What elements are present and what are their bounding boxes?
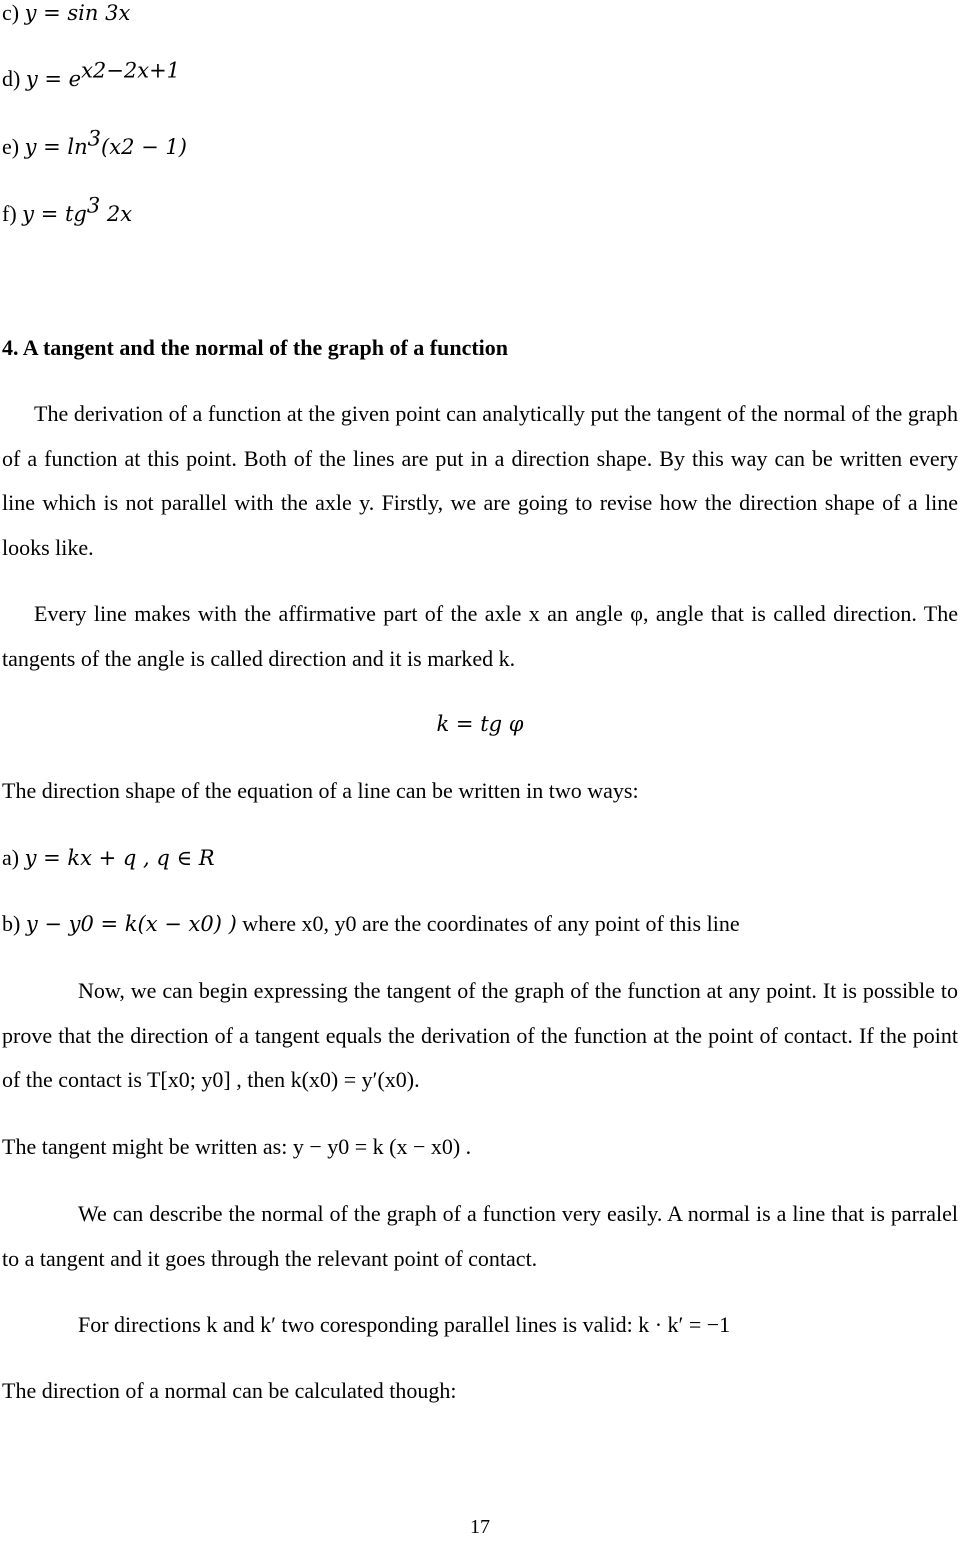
item-label: d): [2, 66, 21, 91]
way-label: b): [2, 911, 21, 936]
item-label: e): [2, 134, 20, 159]
tangent-equation-line: The tangent might be written as: y − y0 = k (x − x0) .: [2, 1134, 472, 1159]
item-formula: y = ln: [24, 135, 88, 159]
paragraph-intro: The derivation of a function at the given point can analytically put the tangent of the normal of the graph of a function at this point. Both of the lines are put in a direction shape. By this way can be written every line which is not parallel with the axle y. Firstly, we are going to revise how the direction shape of a line looks like.: [2, 401, 958, 560]
item-label: f): [2, 201, 17, 226]
paragraph-tangent: Now, we can begin expressing the tangent of the graph of the function at any point. It is possible to prove that the direction of a tangent equals the derivation of the function at the point of contact. If the point of the contact is T[x0; y0] , then k(x0) = y′(x0).: [2, 978, 958, 1092]
way-formula: y = kx + q , q ∈ R: [24, 846, 215, 870]
item-exponent: 3: [87, 126, 102, 151]
item-exponent: x2−2x+1: [81, 58, 181, 83]
way-a: [2, 845, 215, 871]
item-formula: y = e: [25, 67, 82, 91]
exercise-item-f: [2, 193, 133, 227]
paragraph-direction: Every line makes with the affirmative part of the axle x an angle φ, angle that is called direction. The tangents of the angle is called direction and it is marked k.: [2, 601, 958, 671]
item-label: c): [2, 0, 20, 25]
exercise-item-c: [2, 0, 130, 26]
way-b: [2, 911, 740, 937]
formula-k-tg-phi: k = tg φ: [436, 712, 524, 736]
item-formula: y = tg: [22, 202, 87, 226]
paragraph-normal: We can describe the normal of the graph of a function very easily. A normal is a line that is parralel to a tangent and it goes through the relevant point of contact.: [2, 1201, 958, 1271]
section-title: 4. A tangent and the normal of the graph of a function: [2, 335, 509, 360]
way-formula: y − y0 = k(x − x0) ): [25, 912, 237, 936]
item-formula-tail: (x2 − 1): [101, 135, 187, 159]
item-formula-tail: 2x: [100, 202, 133, 226]
page-number: 17: [470, 1516, 490, 1538]
way-description: where x0, y0 are the coordinates of any point of this line: [242, 911, 740, 936]
exercise-item-e: [2, 126, 187, 160]
item-formula: y = sin 3x: [24, 1, 131, 25]
way-label: a): [2, 845, 20, 870]
item-exponent: 3: [86, 193, 101, 218]
ways-intro: The direction shape of the equation of a line can be written in two ways:: [2, 778, 639, 803]
exercise-item-d: [2, 58, 181, 92]
normal-direction-line: The direction of a normal can be calculated though:: [2, 1378, 457, 1403]
directions-line: For directions k and k′ two coresponding parallel lines is valid: k · k′ = −1: [78, 1312, 731, 1337]
